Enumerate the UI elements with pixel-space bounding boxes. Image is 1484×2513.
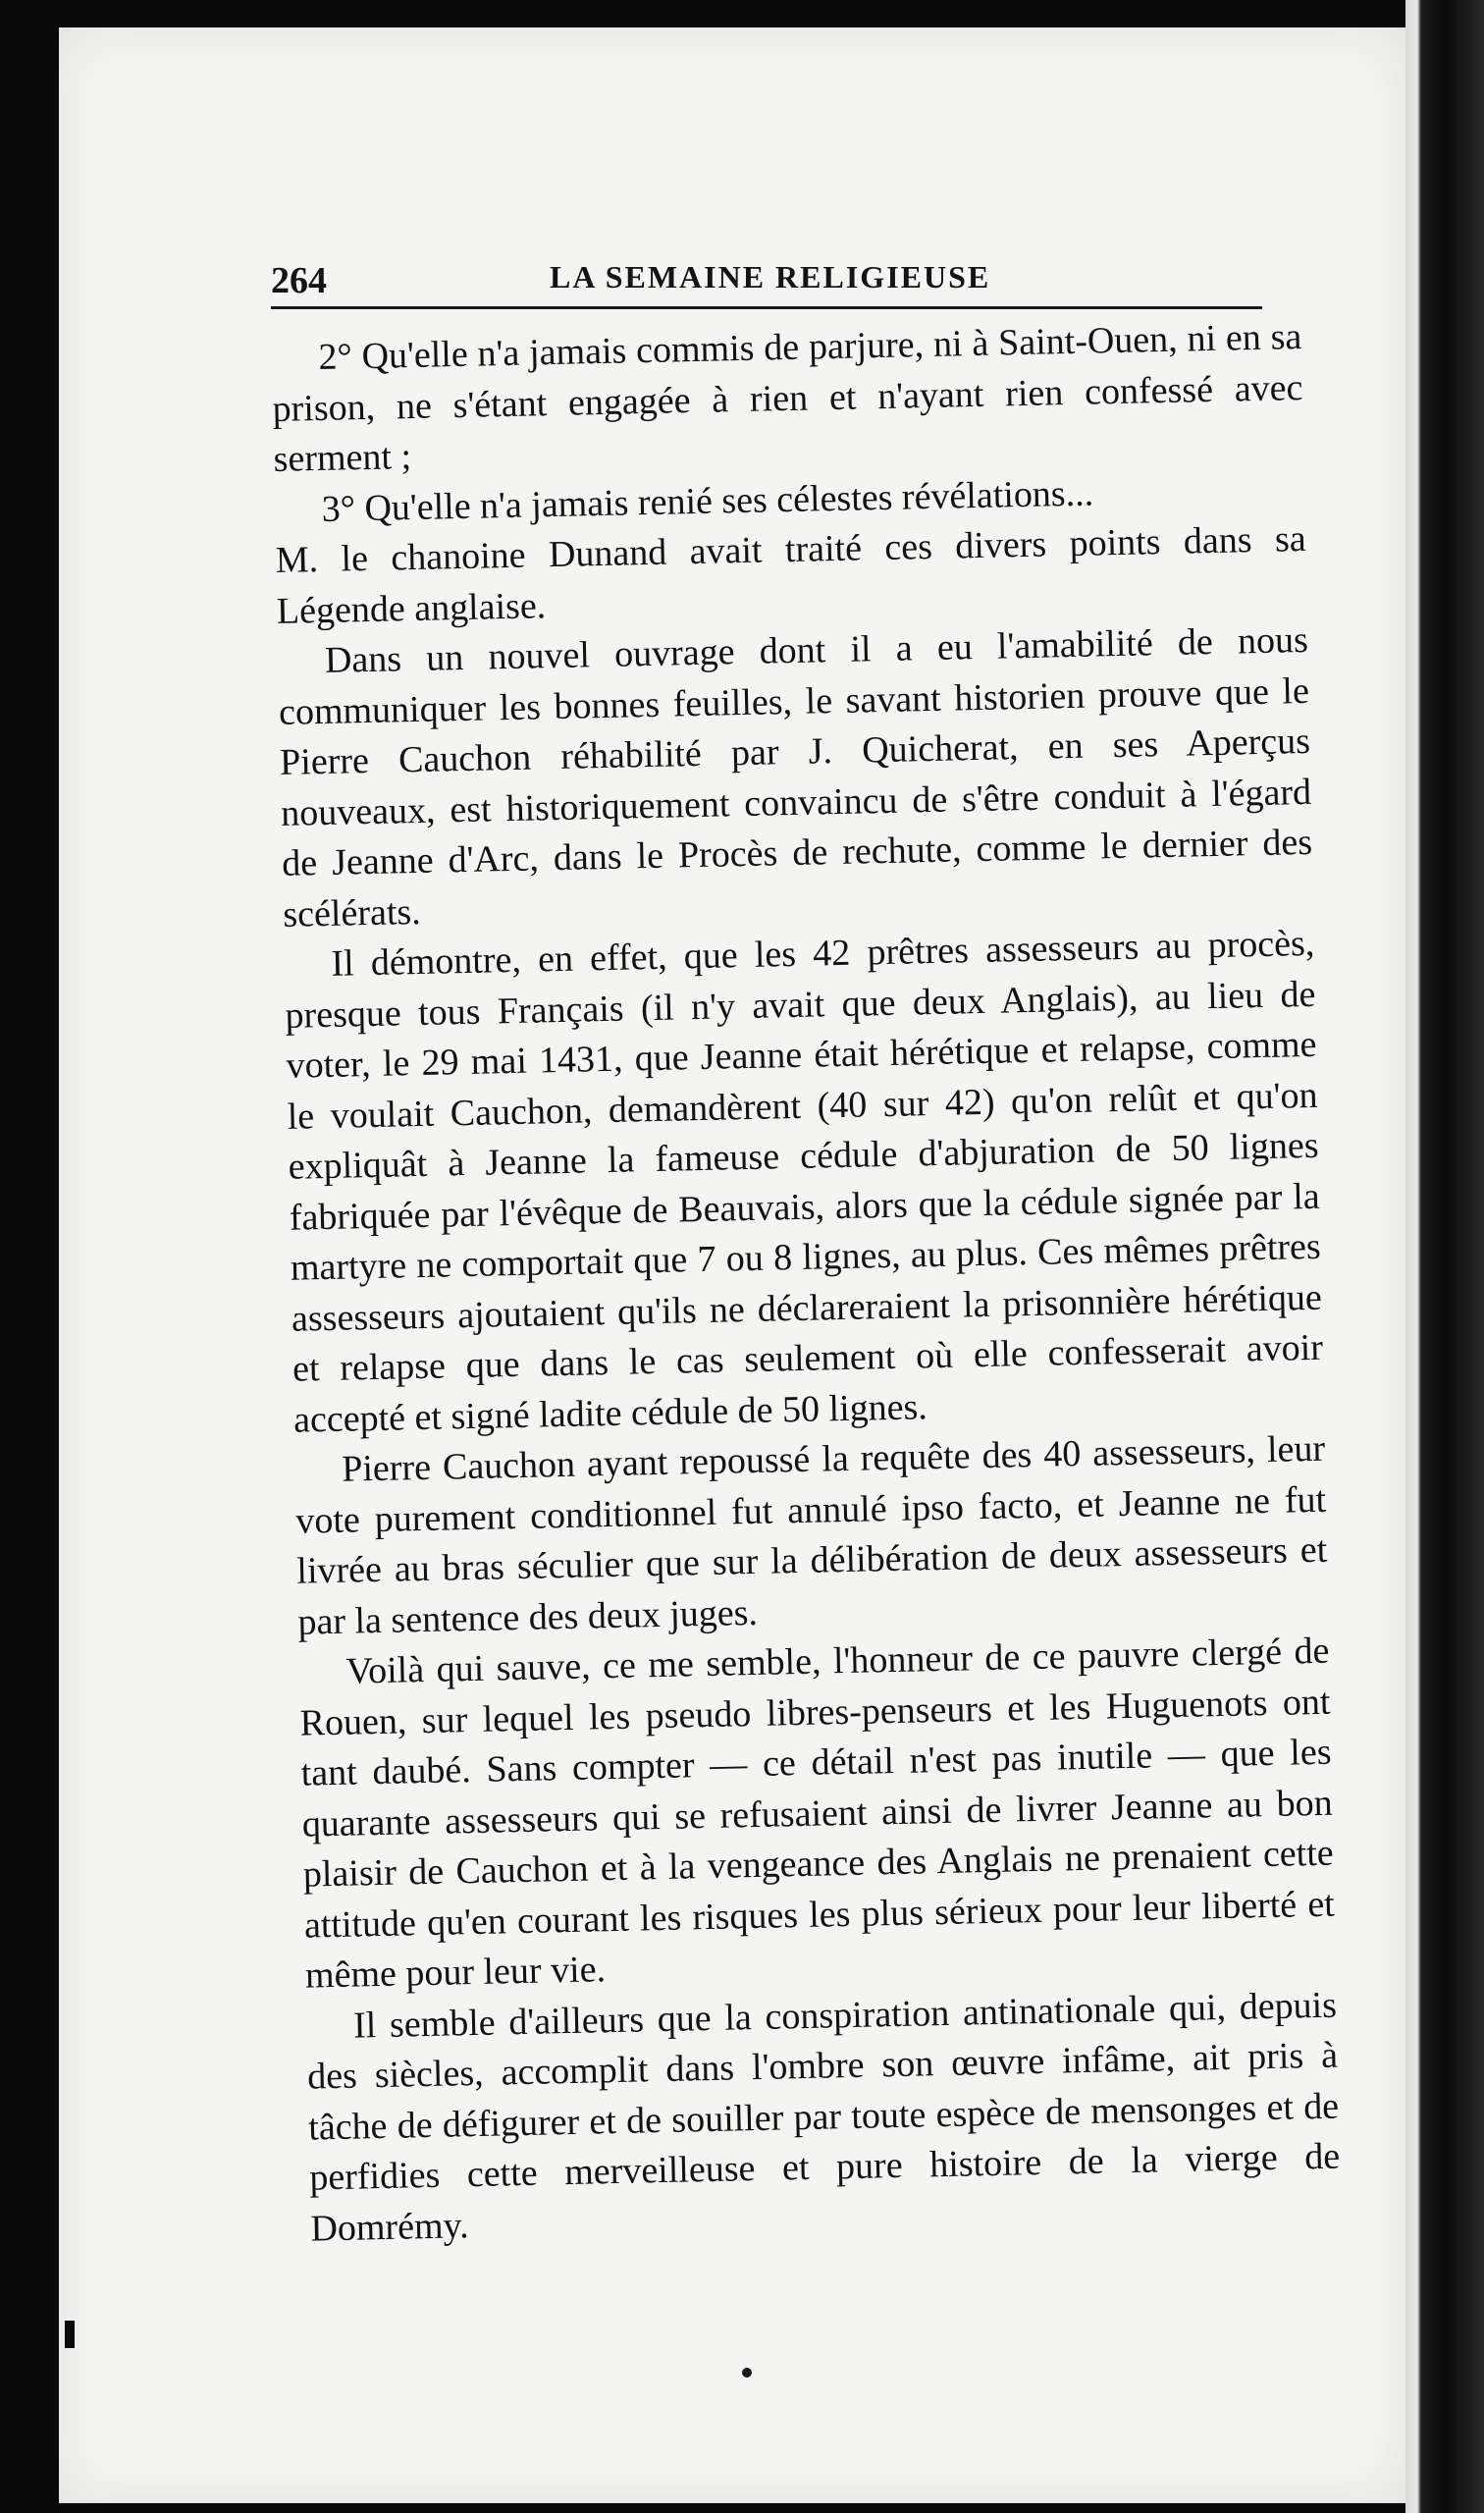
- running-title: LA SEMAINE RELIGIEUSE: [550, 259, 991, 294]
- body-text: [271, 312, 1342, 2255]
- paragraph-demontre: Il démontre, en effet, que les 42 prêtres assesseurs au procès, presque tous Français (il n'y avait que deux Anglais), au lieu de voter, le 29 mai 1431, que Jeanne était hérétique et relapse, comme le voulait Cauchon, demandèrent (40 sur 42) qu'on relût et qu'on expliquât à Jeanne la fameuse cédule d'abjuration de 50 lignes fabriquée par l'évêque de Beauvais, alors que la cédule signée par la martyre ne comportait que 7 ou 8 lignes, au plus. Ces mêmes prêtres assesseurs ajoutaient qu'ils ne déclareraient la prisonnière hérétique et relapse que dans le cas seulement où elle confesserait avoir accepté et signé ladite cédule de 50 lignes.: [285, 922, 1324, 1441]
- paragraph-conspiration: Il semble d'ailleurs que la conspiration antinationale qui, depuis des siècles, accomplit dans l'ombre son œuvre infâme, ait pris à tâche de défigurer et de souiller par toute espèce de mensonges et de perfidies cette merveilleuse et pure histoire de la vierge de Domrémy.: [306, 1984, 1341, 2250]
- paragraph-point-2: 2° Qu'elle n'a jamais commis de parjure, ni à Saint-Ouen, ni en sa prison, ne s'étant engagée à rien et n'ayant rien confessé avec serment ;: [272, 316, 1303, 480]
- adjacent-page-edge: [1405, 0, 1484, 2513]
- header-rule: [271, 306, 1262, 309]
- paragraph-point-3: 3° Qu'elle n'a jamais renié ses célestes révélations...: [321, 471, 1094, 530]
- paragraph-cauchon: Pierre Cauchon ayant repoussé la requête des 40 assesseurs, leur vote purement conditionnel fut annulé ipso facto, et Jeanne ne fut livrée au bras séculier que sur la délibération de deux assesseurs et par la sentence des deux juges.: [294, 1427, 1328, 1643]
- page-number: 264: [271, 260, 327, 301]
- scan-artifact: [65, 2321, 75, 2348]
- page-header: [216, 257, 1246, 312]
- paragraph-dunand: M. le chanoine Dunand avait traité ces divers points dans sa Légende anglaise.: [275, 517, 1307, 632]
- paragraph-voila: Voilà qui sauve, ce me semble, l'honneur de ce pauvre clergé de Rouen, sur lequel les pseudo libres-penseurs et les Huguenots ont tant daubé. Sans compter — ce détail n'est pas inutile — que les quarante assesseurs qui se refusaient ainsi de livrer Jeanne au bon plaisir de Cauchon et à la vengeance des Anglais ne prenaient cette attitude qu'en courant les risques les plus sérieux pour leur liberté et même pour leur vie.: [299, 1630, 1336, 1997]
- bottom-dot: [742, 2368, 752, 2378]
- paragraph-nouvel-ouvrage: Dans un nouvel ouvrage dont il a eu l'amabilité de nous communiquer les bonnes feuilles, le savant historien prouve que le Pierre Cauchon réhabilité par J. Quicherat, en ses Aperçus nouveaux, est historiquement convaincu de s'être conduit à l'égard de Jeanne d'Arc, dans le Procès de rechute, comme le dernier des scélérats.: [278, 618, 1313, 936]
